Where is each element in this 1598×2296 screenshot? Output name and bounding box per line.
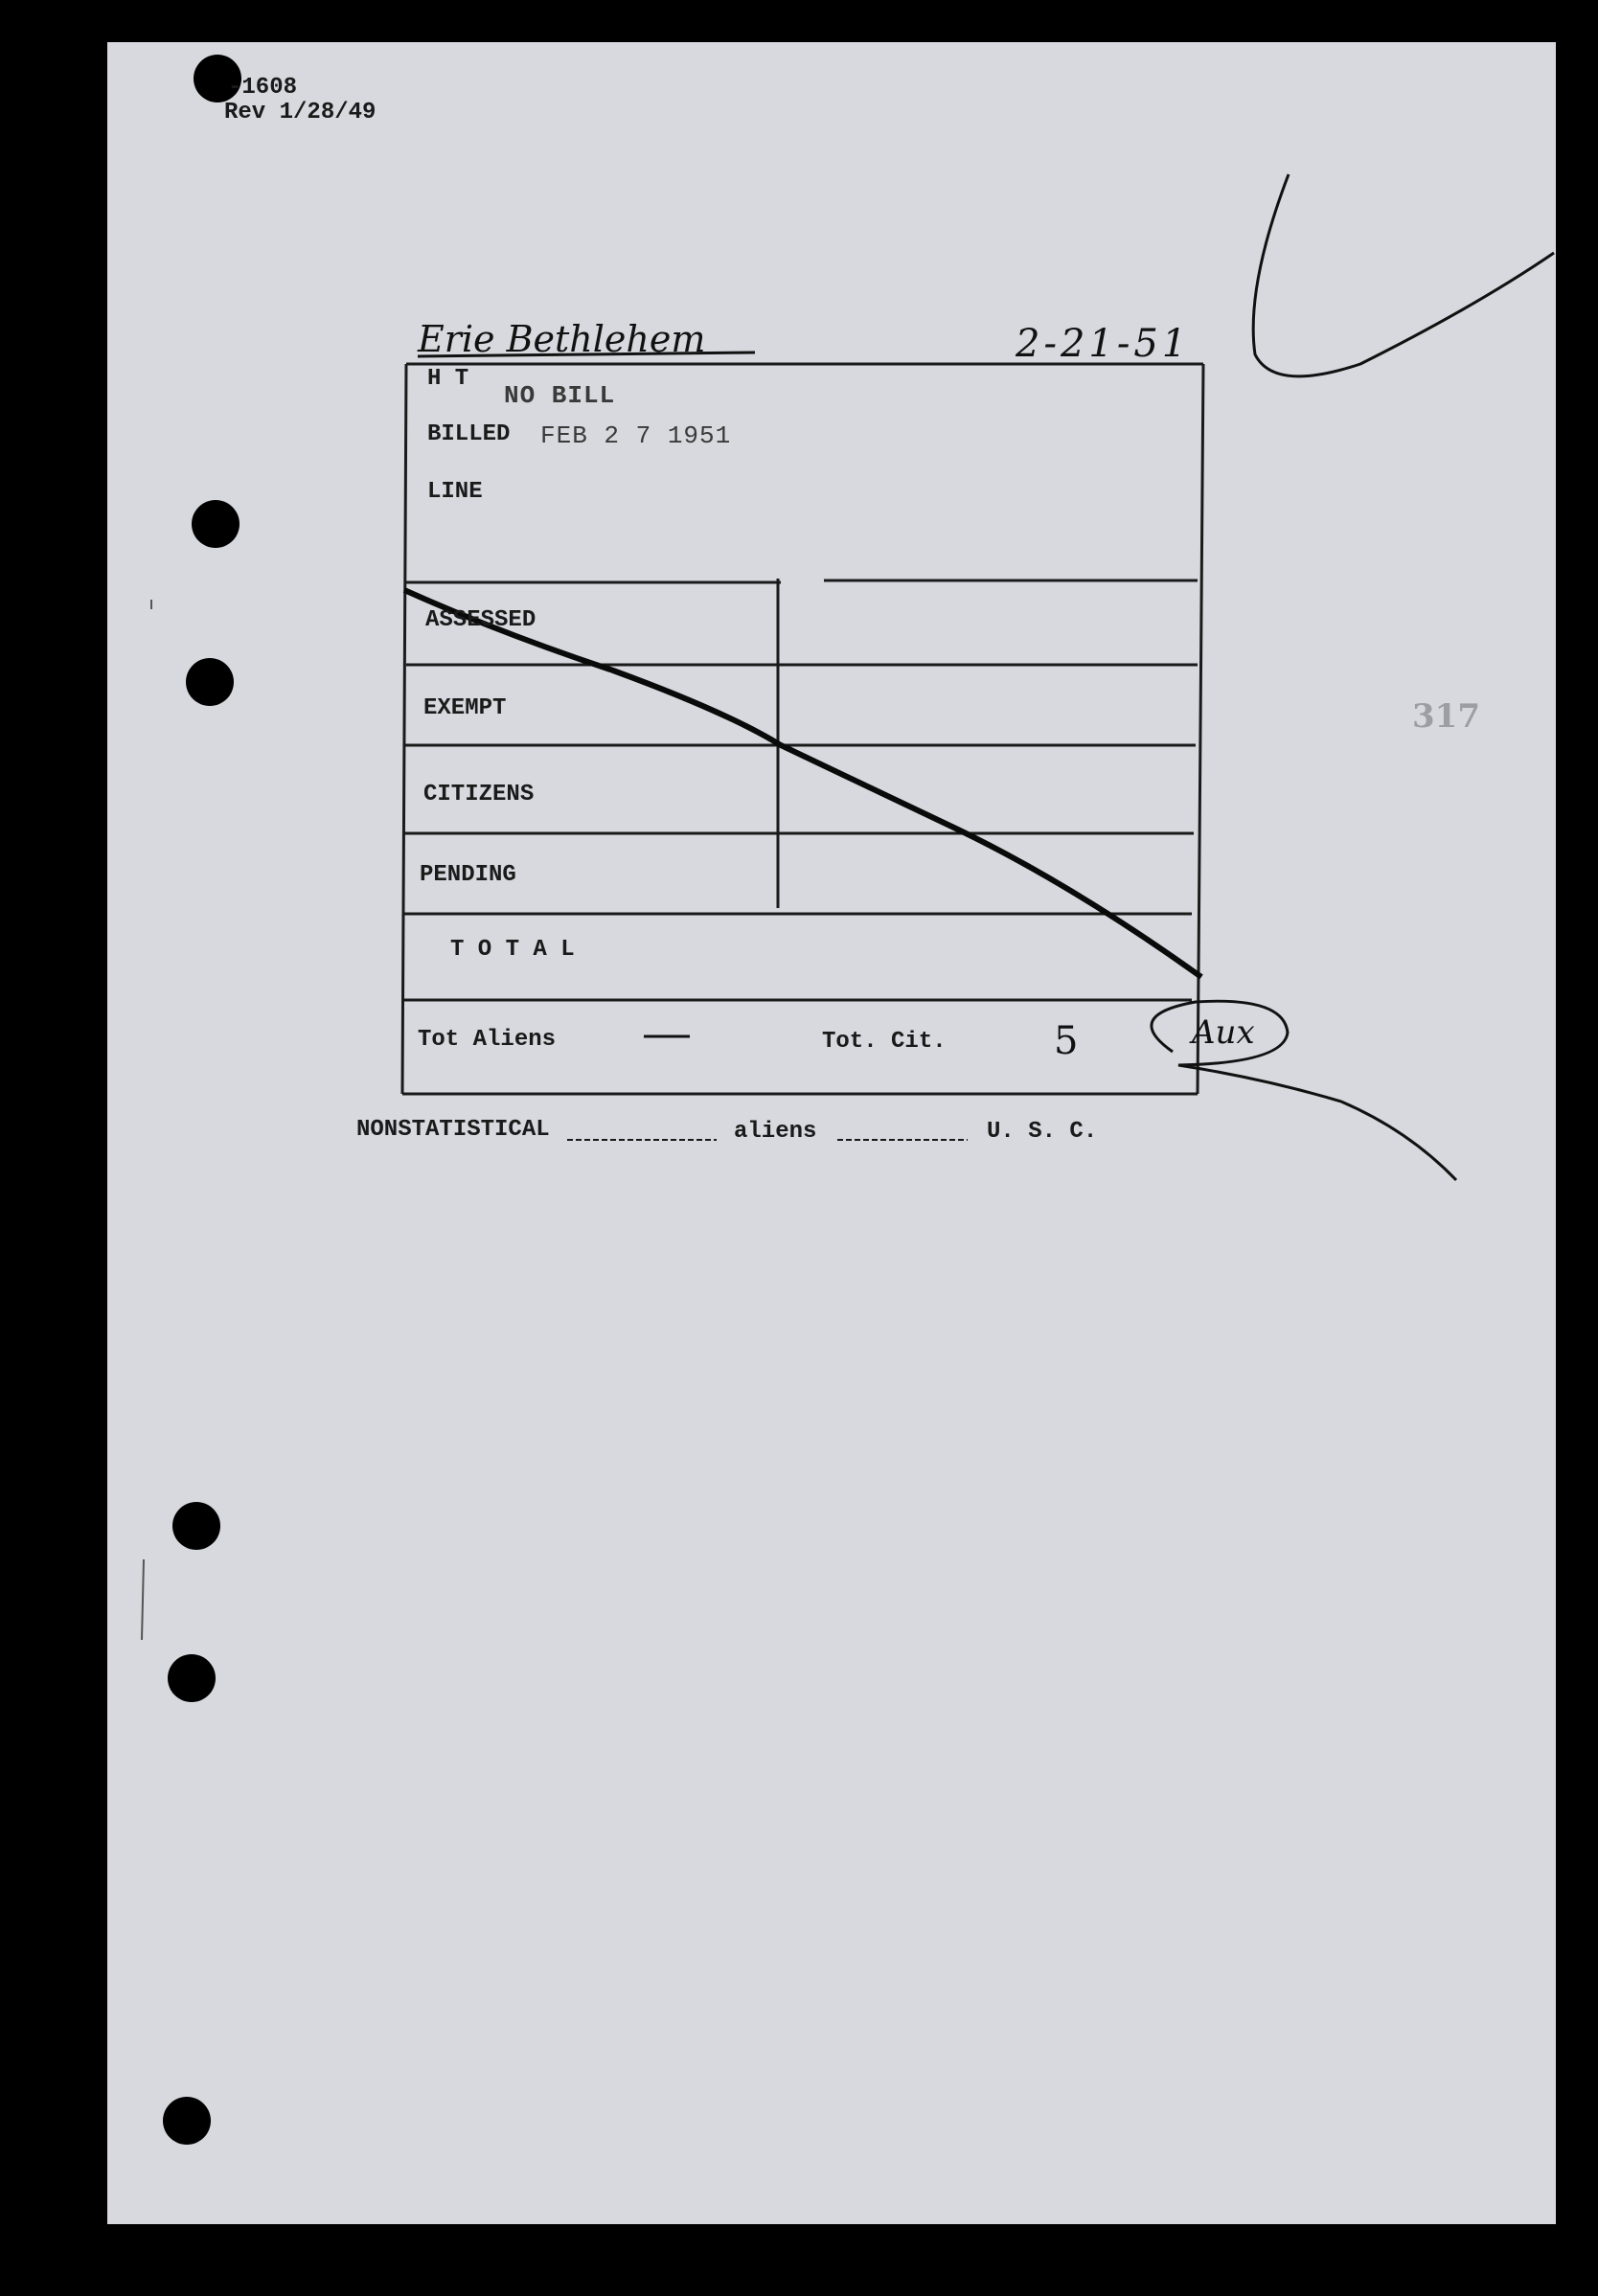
no-bill-stamp: NO BILL [504,381,616,410]
form-revision: Rev 1/28/49 [224,100,377,125]
row-label-exempt: EXEMPT [423,695,507,721]
handwritten-date: 2-21-51 [1016,322,1191,366]
billed-label: BILLED [427,421,511,447]
usc-label: U. S. C. [987,1119,1098,1145]
row-label-pending: PENDING [420,862,516,888]
aliens-label: aliens [734,1119,817,1145]
handwritten-place: Erie Bethlehem [418,318,706,360]
total-label: T O T A L [450,937,575,963]
billed-date-stamp: FEB 2 7 1951 [540,421,732,450]
line-label: LINE [427,479,483,505]
row-label-assessed: ASSESSED [425,607,536,633]
ht-label: H T [427,366,469,392]
tot-cit-value: 5 [1054,1019,1079,1063]
margin-number: 317 [1412,697,1480,736]
tot-aliens-label: Tot Aliens [418,1027,557,1053]
form-number: -1608 [228,75,298,101]
row-label-citizens: CITIZENS [423,782,535,807]
initials: Aux [1192,1013,1255,1052]
nonstatistical-label: NONSTATISTICAL [356,1117,550,1143]
tot-cit-label: Tot. Cit. [822,1029,947,1055]
